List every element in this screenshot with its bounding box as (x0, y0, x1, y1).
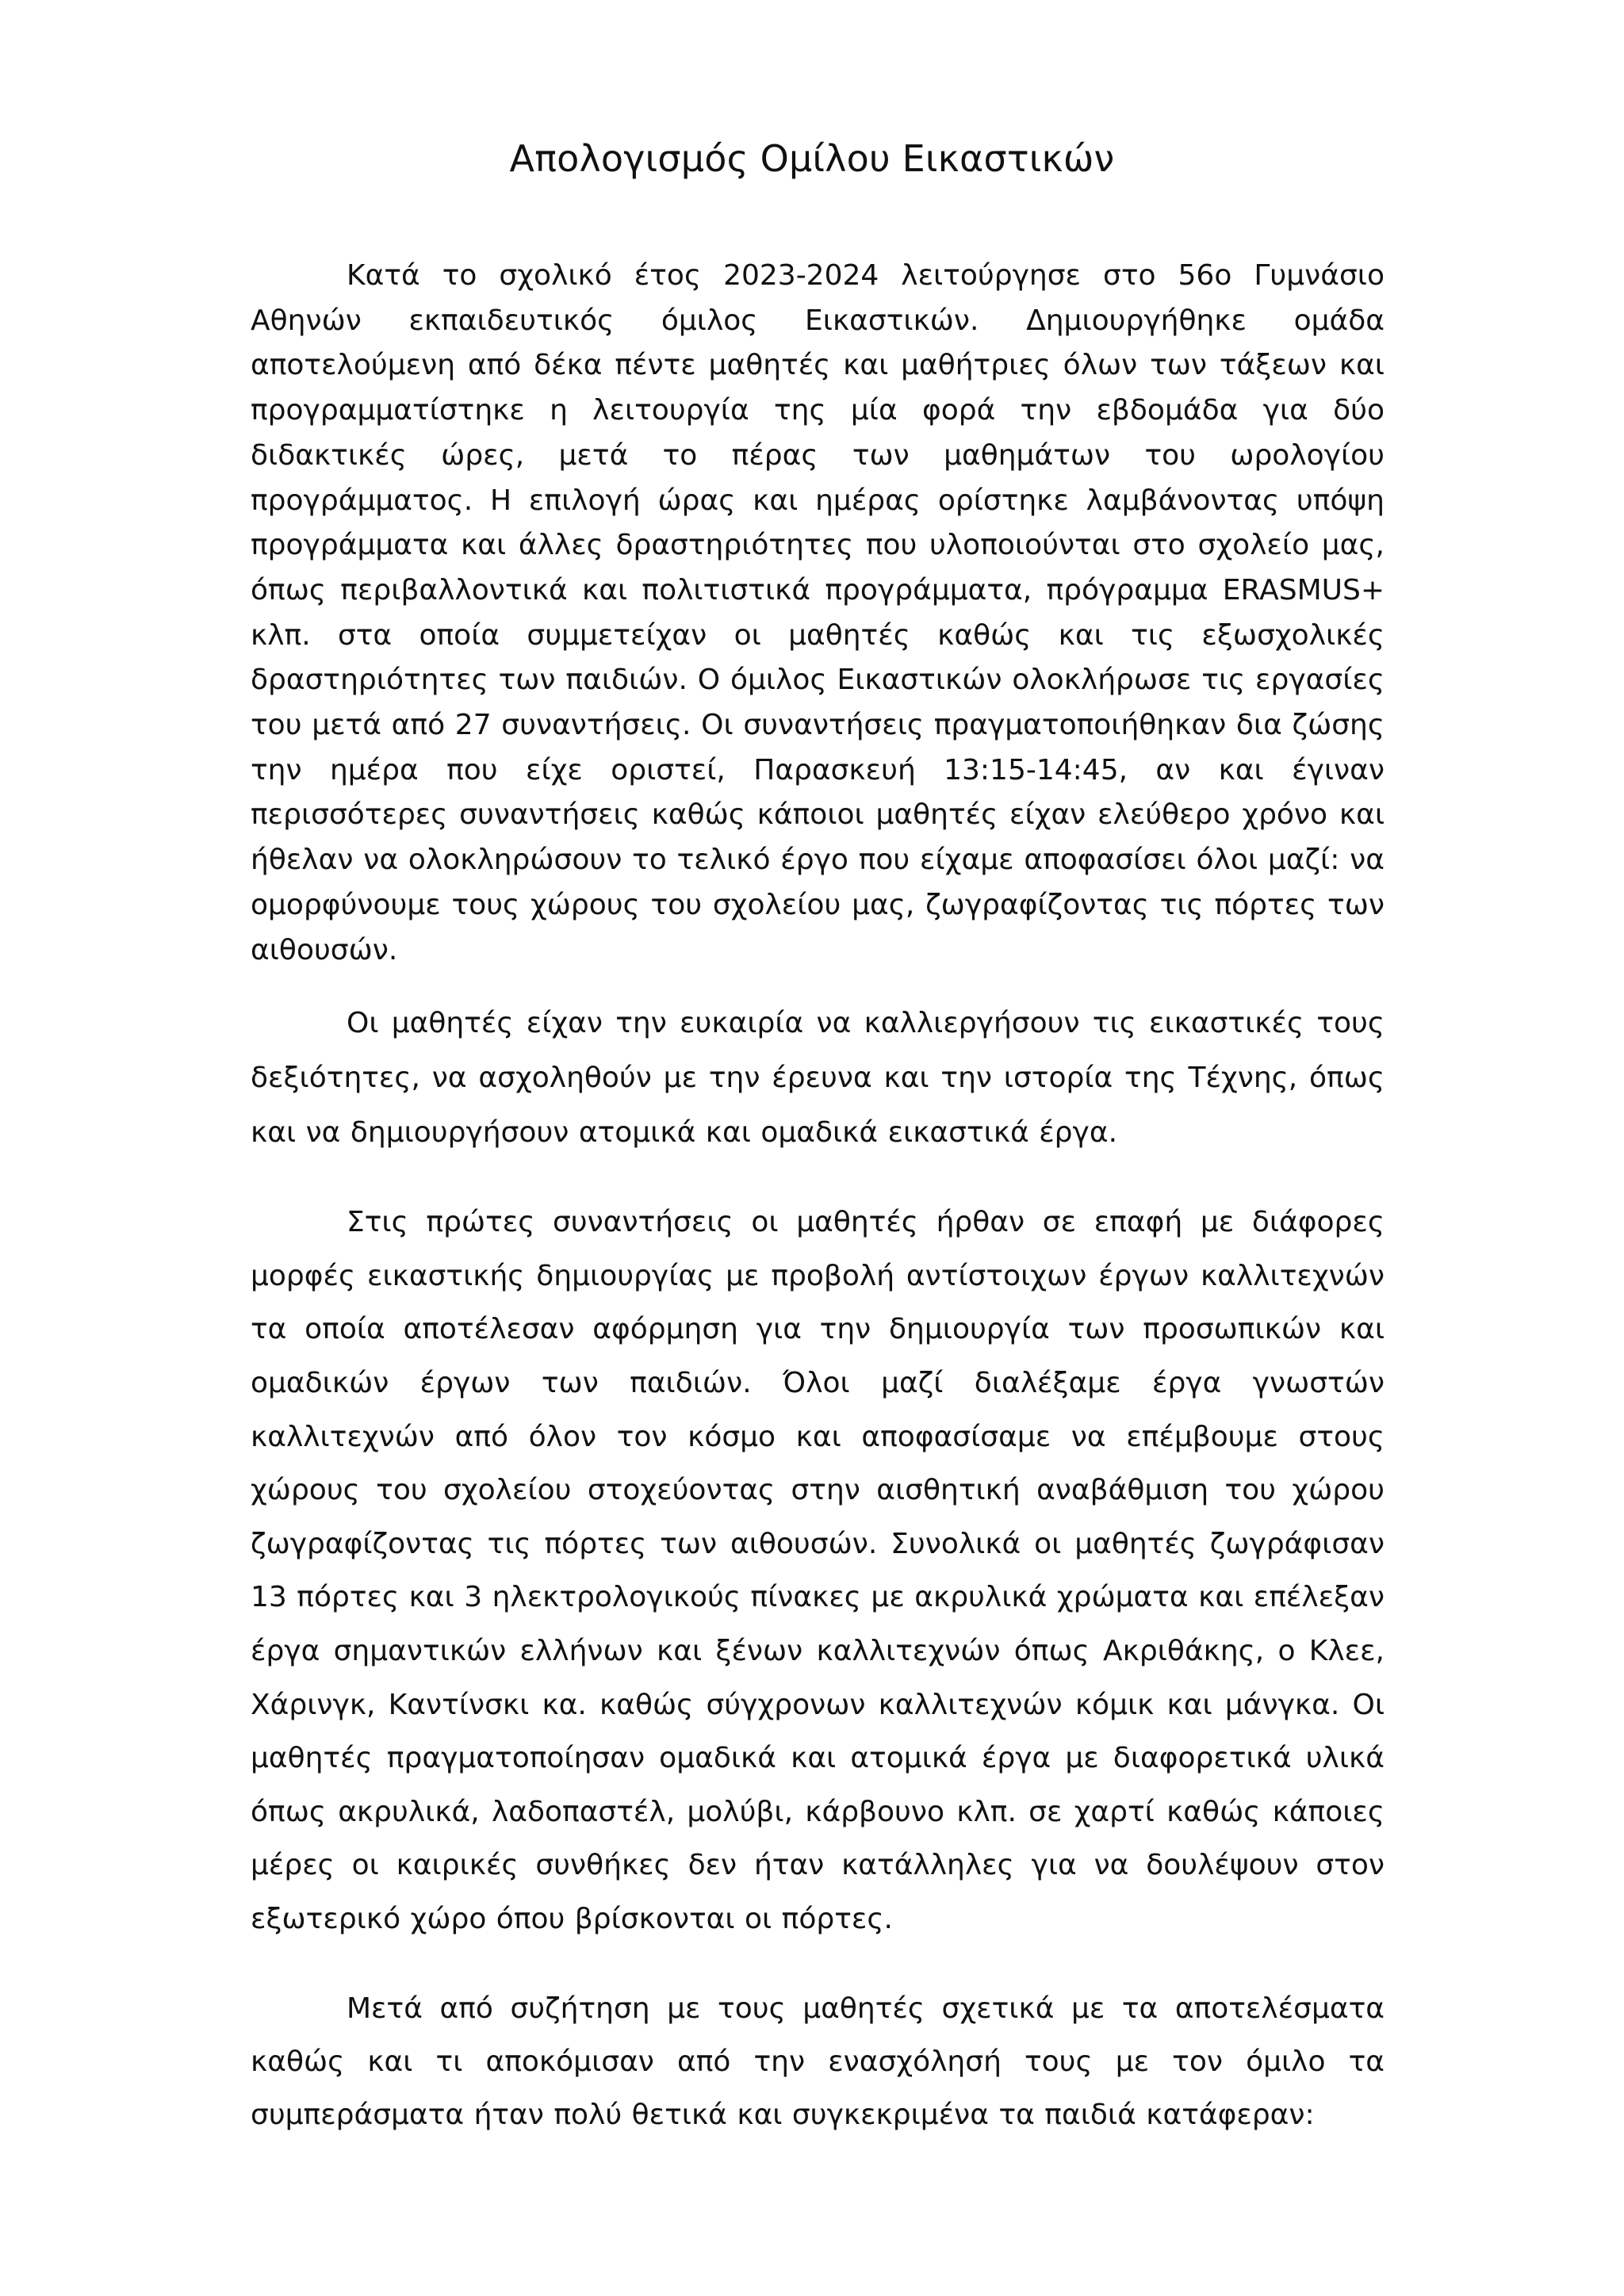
paragraph-activities: Στις πρώτες συναντήσεις οι μαθητές ήρθαν σε επαφή με διάφορες μορφές εικαστικής δημιουργίας με προβολή αντίστοιχων έργων καλλιτεχνών τα οποία αποτέλεσαν αφόρμηση για την δημιουργία των προσωπικών και ομαδικών έργων των παιδιών. Όλοι μαζί διαλέξαμε έργα γνωστών καλλιτεχνών από όλον τον κόσμο και αποφασίσαμε να επέμβουμε στους χώρους του σχολείου στοχεύοντας στην αισθητική αναβάθμιση του χώρου ζωγραφίζοντας τις πόρτες των αιθουσών. Συνολικά οι μαθητές ζωγράφισαν 13 πόρτες και 3 ηλεκτρολογικούς πίνακες με ακρυλικά χρώματα και επέλεξαν έργα σημαντικών ελλήνων και ξένων καλλιτεχνών όπως Ακριθάκης, ο Κλεε, Χάρινγκ, Καντίνσκι κα. καθώς σύγχρονων καλλιτεχνών κόμικ και μάνγκα. Οι μαθητές πραγματοποίησαν ομαδικά και ατομικά έργα με διαφορετικά υλικά όπως ακρυλικά, λαδοπαστέλ, μολύβι, κάρβουνο κλπ. σε χαρτί καθώς κάποιες μέρες οι καιρικές συνθήκες δεν ήταν κατάλληλες για να δουλέψουν στον εξωτερικό χώρο όπου βρίσκονται οι πόρτες. (251, 1206, 1385, 1935)
document-body (251, 254, 1385, 2141)
paragraph-student-skills: Οι μαθητές είχαν την ευκαιρία να καλλιεργήσουν τις εικαστικές τους δεξιότητες, να ασχοληθούν με την έρευνα και την ιστορία της Τέχνης, όπως και να δημιουργήσουν ατομικά και ομαδικά εικαστικά έργα. (251, 1007, 1385, 1150)
paragraph-conclusions: Μετά από συζήτηση με τους μαθητές σχετικά με τα αποτελέσματα καθώς και τι αποκόμισαν από την ενασχόλησή τους με τον όμιλο τα συμπεράσματα ήταν πολύ θετικά και συγκεκριμένα τα παιδιά κατάφεραν: (251, 1992, 1385, 2131)
document-title: Απολογισμός Ομίλου Εικαστικών (509, 137, 1115, 180)
paragraph-club-overview: Κατά το σχολικό έτος 2023-2024 λειτούργησε στο 56ο Γυμνάσιο Αθηνών εκπαιδευτικός όμιλος Εικαστικών. Δημιουργήθηκε ομάδα αποτελούμενη από δέκα πέντε μαθητές και μαθήτριες όλων των τάξεων και προγραμματίστηκε η λειτουργία της μία φορά την εβδομάδα για δύο διδακτικές ώρες, μετά το πέρας των μαθημάτων του ωρολογίου προγράμματος. Η επιλογή ώρας και ημέρας ορίστηκε λαμβάνοντας υπόψη προγράμματα και άλλες δραστηριότητες που υλοποιούνται στο σχολείο μας, όπως περιβαλλοντικά και πολιτιστικά προγράμματα, πρόγραμμα ERASMUS+ κλπ. στα οποία συμμετείχαν οι μαθητές καθώς και τις εξωσχολικές δραστηριότητες των παιδιών. Ο όμιλος Εικαστικών ολοκλήρωσε τις εργασίες του μετά από 27 συναντήσεις. Οι συναντήσεις πραγματοποιήθηκαν δια ζώσης την ημέρα που είχε οριστεί, Παρασκευή 13:15-14:45, αν και έγιναν περισσότερες συναντήσεις καθώς κάποιοι μαθητές είχαν ελεύθερο χρόνο και ήθελαν να ολοκληρώσουν το τελικό έργο που είχαμε αποφασίσει όλοι μαζί: να ομορφύνουμε τους χώρους του σχολείου μας, ζωγραφίζοντας τις πόρτες των αιθουσών. (251, 259, 1385, 966)
